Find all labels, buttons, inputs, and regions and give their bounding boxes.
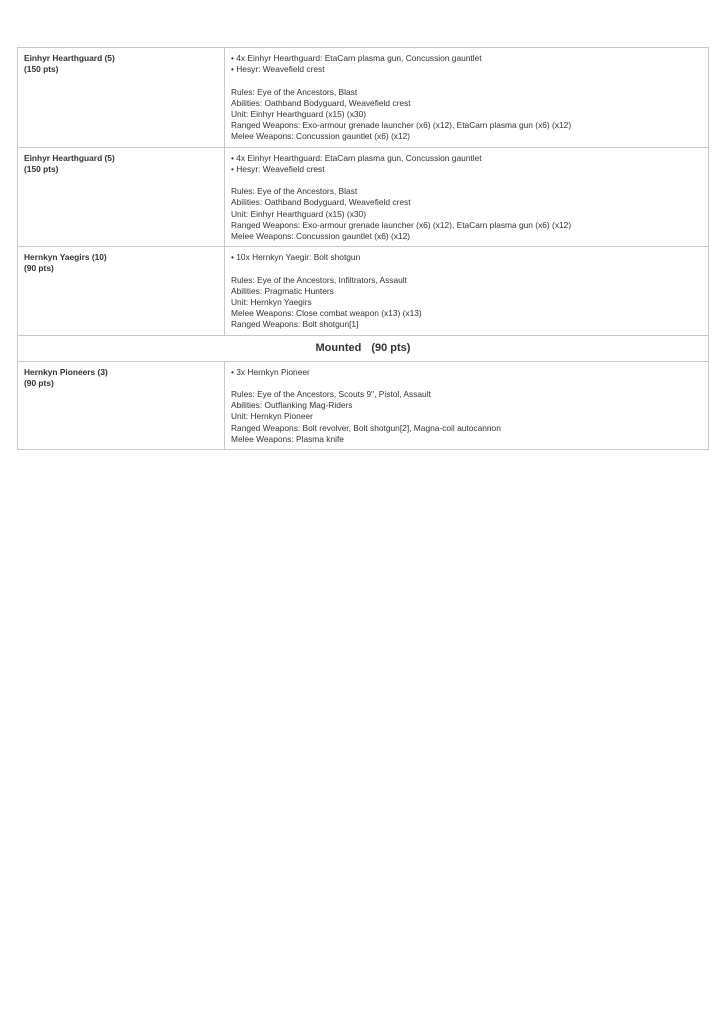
roster-body: [18, 48, 709, 450]
unit-row: [18, 48, 709, 148]
detail-line: Melee Weapons: Concussion gauntlet (x6) (x12): [231, 231, 411, 242]
model-line: • Hesyr: Weavefield crest: [231, 163, 325, 174]
unit-name: Hernkyn Yaegirs (10): [24, 252, 107, 263]
model-line: • Hesyr: Weavefield crest: [231, 64, 325, 75]
detail-line: Rules: Eye of the Ancestors, Scouts 9", Pistol, Assault: [231, 389, 431, 400]
detail-line: Unit: Einhyr Hearthguard (x15) (x30): [231, 208, 366, 219]
unit-row: [18, 247, 709, 335]
detail-line: Melee Weapons: Concussion gauntlet (x6) (x12): [231, 131, 411, 142]
unit-points: (90 pts): [24, 377, 54, 388]
section-title: Mounted: [315, 341, 362, 354]
detail-line: Melee Weapons: Close combat weapon (x13) (x13): [231, 308, 422, 319]
detail-line: Ranged Weapons: Exo-armour grenade launcher (x6) (x12), EtaCarn plasma gun (x6) (x12): [231, 219, 572, 230]
detail-line: Abilities: Oathband Bodyguard, Weavefield crest: [231, 197, 411, 208]
detail-line: Abilities: Outflanking Mag-Riders: [231, 400, 353, 411]
detail-line: Melee Weapons: Plasma knife: [231, 433, 344, 444]
unit-details-cell: [225, 361, 709, 449]
detail-line: Unit: Einhyr Hearthguard (x15) (x30): [231, 109, 366, 119]
spacer: [231, 263, 702, 274]
unit-points: (90 pts): [24, 263, 54, 274]
unit-row: [18, 147, 709, 247]
spacer: [231, 175, 702, 186]
section-header: [18, 335, 709, 361]
unit-details-cell: [225, 48, 709, 148]
unit-name-cell: [18, 48, 225, 148]
unit-name-cell: [18, 147, 225, 247]
unit-points: (150 pts): [24, 163, 59, 174]
unit-row: [18, 361, 709, 449]
unit-name: Einhyr Hearthguard (5): [24, 53, 115, 63]
detail-line: Rules: Eye of the Ancestors, Blast: [231, 86, 358, 97]
detail-line: Rules: Eye of the Ancestors, Blast: [231, 186, 358, 197]
unit-details-cell: [225, 247, 709, 335]
model-line: • 4x Einhyr Hearthguard: EtaCarn plasma gun, Concussion gauntlet: [231, 152, 482, 163]
roster-table: [17, 47, 709, 450]
model-line: • 4x Einhyr Hearthguard: EtaCarn plasma gun, Concussion gauntlet: [231, 53, 482, 63]
unit-name: Einhyr Hearthguard (5): [24, 152, 115, 163]
spacer: [231, 75, 702, 86]
unit-name-cell: [18, 247, 225, 335]
model-line: • 3x Hernkyn Pioneer: [231, 366, 310, 377]
detail-line: Unit: Hernkyn Yaegirs: [231, 297, 312, 308]
unit-details-cell: [225, 147, 709, 247]
unit-name: Hernkyn Pioneers (3): [24, 366, 108, 377]
detail-line: Ranged Weapons: Bolt revolver, Bolt shotgun[2], Magna-coil autocannon: [231, 422, 501, 433]
detail-line: Abilities: Oathband Bodyguard, Weavefield crest: [231, 97, 411, 108]
unit-points: (150 pts): [24, 64, 59, 75]
section-header-row: [18, 335, 709, 361]
detail-line: Ranged Weapons: Bolt shotgun[1]: [231, 319, 359, 330]
detail-line: Abilities: Pragmatic Hunters: [231, 285, 334, 296]
spacer: [231, 378, 702, 389]
detail-line: Rules: Eye of the Ancestors, Infiltrators, Assault: [231, 274, 407, 285]
model-line: • 10x Hernkyn Yaegir: Bolt shotgun: [231, 252, 361, 263]
detail-line: Ranged Weapons: Exo-armour grenade launcher (x6) (x12), EtaCarn plasma gun (x6) (x12): [231, 120, 572, 131]
detail-line: Unit: Hernkyn Pioneer: [231, 411, 313, 422]
section-points: (90 pts): [371, 341, 411, 354]
unit-name-cell: [18, 361, 225, 449]
